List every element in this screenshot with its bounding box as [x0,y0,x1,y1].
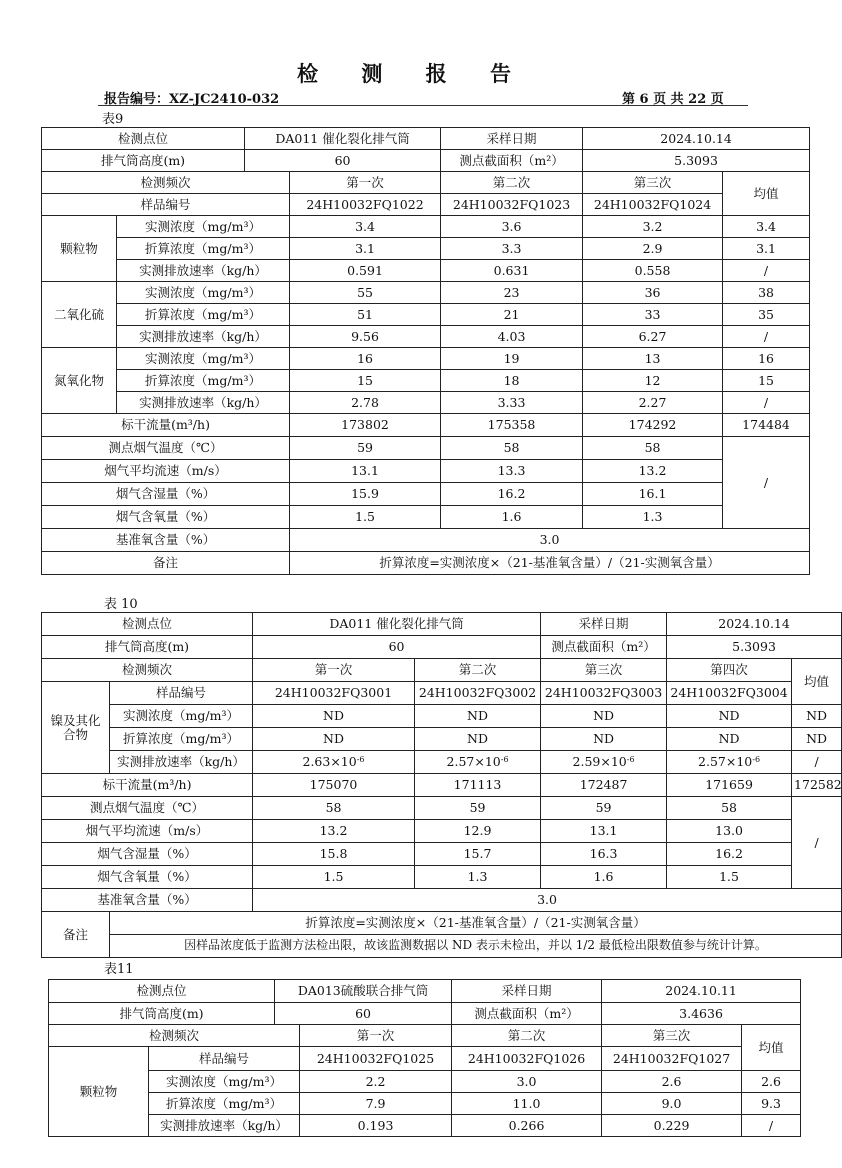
cell: 9.3 [742,1093,801,1115]
table-row [42,912,842,935]
cell: 2024.10.11 [602,980,801,1003]
table-row [42,194,810,216]
cell: 15 [723,370,810,392]
table-row [42,843,842,866]
cell: 11.0 [452,1093,602,1115]
cell: 检测点位 [42,613,253,636]
cell: 51 [290,304,441,326]
cell: 58 [583,437,723,460]
cell: 烟气含氧量（%） [42,866,253,889]
cell: 折算浓度（mg/m³） [117,304,290,326]
table-row [42,506,810,529]
cell: 2.27 [583,392,723,414]
cell [415,751,541,774]
cell: 实测排放速率（kg/h） [149,1115,300,1137]
cell: 排气筒高度(m) [42,150,245,172]
cell: ND [792,705,842,728]
cell: 折算浓度（mg/m³） [117,238,290,260]
cell: 0.266 [452,1115,602,1137]
cell: 175070 [253,774,415,797]
cell: 171113 [415,774,541,797]
cell: 3.0 [253,889,842,912]
cell: 3.4 [723,216,810,238]
cell: 24H10032FQ1024 [583,194,723,216]
cell: 排气筒高度(m) [42,636,253,659]
table-row [42,216,810,238]
cell: 3.1 [723,238,810,260]
cell: DA013硫酸联合排气筒 [275,980,452,1003]
cell: 7.9 [300,1093,452,1115]
cell: 60 [275,1003,452,1025]
cell: 1.5 [667,866,792,889]
cell: 5.3093 [667,636,842,659]
cell: 60 [253,636,541,659]
cell: 58 [667,797,792,820]
cell: 检测频次 [42,659,253,682]
cell: 3.4636 [602,1003,801,1025]
table-row [42,392,810,414]
table-row [42,437,810,460]
cell: 2024.10.14 [583,128,810,150]
cell: 1.3 [415,866,541,889]
cell: 基准氧含量（%） [42,889,253,912]
cell: 第二次 [452,1025,602,1047]
table-row [42,414,810,437]
table9-caption: 表9 [102,112,124,127]
page-indicator: 第 6 页 共 22 页 [622,92,724,107]
cell: 2024.10.14 [667,613,842,636]
cell: 172487 [541,774,667,797]
table-row [42,128,810,150]
cell: DA011 催化裂化排气筒 [245,128,441,150]
cell: 0.558 [583,260,723,282]
cell: 测点截面积（m²） [541,636,667,659]
cell: / [723,392,810,414]
cell: 2.6 [602,1071,742,1093]
rate-exponent: -6 [626,755,635,765]
table-row [42,636,842,659]
cell: 24H10032FQ3002 [415,682,541,705]
cell: 第三次 [541,659,667,682]
cell: 测点截面积（m²） [441,150,583,172]
table-row [42,866,842,889]
cell: 16.3 [541,843,667,866]
cell: 基准氧含量（%） [42,529,290,552]
cell: 6.27 [583,326,723,348]
cell: 标干流量(m³/h) [42,414,290,437]
cell: 实测排放速率（kg/h） [117,260,290,282]
cell: 15.8 [253,843,415,866]
cell: 1.5 [290,506,441,529]
cell: 18 [441,370,583,392]
cell: 备注 [42,912,110,958]
cell: 均值 [723,172,810,216]
cell: 13.3 [441,460,583,483]
cell: 13.1 [541,820,667,843]
rate-value: 2.63×10 [302,754,357,770]
cell: 检测点位 [49,980,275,1003]
report-title: 检 测 报 告 [297,61,529,86]
cell: 烟气含湿量（%） [42,843,253,866]
table-row [42,172,810,194]
table-row [42,889,842,912]
cell: 15.9 [290,483,441,506]
cell: 第一次 [300,1025,452,1047]
cell: 16 [290,348,441,370]
cell: 33 [583,304,723,326]
cell: 氮氧化物 [42,348,117,414]
table11 [48,979,801,1137]
cell: / [742,1115,801,1137]
cell: 13 [583,348,723,370]
table-row [42,659,842,682]
cell: 镍及其化合物 [42,682,110,774]
cell: 颗粒物 [42,216,117,282]
table-row [42,370,810,392]
cell: 样品编号 [42,194,290,216]
table-row [49,1025,801,1047]
cell: 171659 [667,774,792,797]
cell: 样品编号 [149,1047,300,1071]
cell: 24H10032FQ1025 [300,1047,452,1071]
cell: 5.3093 [583,150,810,172]
header-divider [98,105,748,106]
cell: 59 [290,437,441,460]
cell: 15 [290,370,441,392]
table10-caption: 表 10 [104,597,138,612]
cell: ND [541,728,667,751]
cell: 采样日期 [441,128,583,150]
cell: 均值 [742,1025,801,1071]
cell: 9.56 [290,326,441,348]
cell: 13.2 [253,820,415,843]
cell: 测点截面积（m²） [452,1003,602,1025]
table-row [42,348,810,370]
cell: 折算浓度（mg/m³） [149,1093,300,1115]
table-row [42,282,810,304]
table-row [42,483,810,506]
cell: / [723,260,810,282]
cell: 实测浓度（mg/m³） [110,705,253,728]
cell: ND [667,728,792,751]
cell: 24H10032FQ3004 [667,682,792,705]
cell: 3.6 [441,216,583,238]
cell: 60 [245,150,441,172]
cell: 15.7 [415,843,541,866]
rate-exponent: -6 [752,755,761,765]
cell: 0.229 [602,1115,742,1137]
cell: 16.2 [441,483,583,506]
cell: 58 [441,437,583,460]
rate-value: 2.59×10 [572,754,627,770]
cell: 0.193 [300,1115,452,1137]
table-row [42,304,810,326]
cell: 12.9 [415,820,541,843]
table-row [42,705,842,728]
cell: 测点烟气温度（℃） [42,797,253,820]
cell: ND [541,705,667,728]
cell: 折算浓度（mg/m³） [117,370,290,392]
cell: 173802 [290,414,441,437]
cell [541,751,667,774]
cell: DA011 催化裂化排气筒 [253,613,541,636]
cell: 标干流量(m³/h) [42,774,253,797]
cell: 35 [723,304,810,326]
cell: 因样品浓度低于监测方法检出限，故该监测数据以 ND 表示未检出，并以 1/2 最低检出限数值参与统计计算。 [110,935,842,958]
cell: ND [792,728,842,751]
cell: 55 [290,282,441,304]
cell: / [792,797,842,889]
cell: 2.9 [583,238,723,260]
cell: 颗粒物 [49,1047,149,1137]
cell: / [723,326,810,348]
table-row [42,326,810,348]
table-row [42,774,842,797]
cell: 样品编号 [110,682,253,705]
cell: 2.2 [300,1071,452,1093]
cell: 采样日期 [541,613,667,636]
table-row [42,682,842,705]
table-row [42,150,810,172]
report-number: 报告编号：XZ-JC2410-032 [104,92,280,107]
cell: 实测浓度（mg/m³） [149,1071,300,1093]
cell: 13.1 [290,460,441,483]
rate-exponent: -6 [356,755,365,765]
cell: ND [415,705,541,728]
cell: 第一次 [253,659,415,682]
cell: 3.1 [290,238,441,260]
cell: 172582 [792,774,842,797]
cell: ND [415,728,541,751]
cell: 0.631 [441,260,583,282]
cell: 第四次 [667,659,792,682]
cell: 24H10032FQ3003 [541,682,667,705]
cell: 排气筒高度(m) [49,1003,275,1025]
table-row [42,797,842,820]
table-row [42,613,842,636]
cell: 二氧化硫 [42,282,117,348]
cell: 174292 [583,414,723,437]
table-row [42,260,810,282]
cell: 3.4 [290,216,441,238]
cell: 实测排放速率（kg/h） [117,326,290,348]
cell: 第二次 [415,659,541,682]
cell: 第三次 [602,1025,742,1047]
cell: 13.0 [667,820,792,843]
cell: 24H10032FQ3001 [253,682,415,705]
cell: 12 [583,370,723,392]
cell: 24H10032FQ1022 [290,194,441,216]
cell: ND [667,705,792,728]
cell: / [723,437,810,529]
cell: 9.0 [602,1093,742,1115]
cell: 175358 [441,414,583,437]
table-row [49,1047,801,1071]
cell [667,751,792,774]
cell: 1.3 [583,506,723,529]
cell: 第一次 [290,172,441,194]
table-row [42,460,810,483]
rate-value: 2.57×10 [446,754,501,770]
table-row [42,728,842,751]
cell [253,751,415,774]
cell: 13.2 [583,460,723,483]
table-row [42,238,810,260]
cell: 16.2 [667,843,792,866]
table-row [42,935,842,958]
table-row [49,1115,801,1137]
table10 [41,612,842,958]
cell: 检测频次 [42,172,290,194]
table-row [49,1071,801,1093]
cell: 均值 [792,659,842,705]
cell: ND [253,705,415,728]
cell: 3.3 [441,238,583,260]
table-row [42,751,842,774]
cell: 第三次 [583,172,723,194]
cell: 16 [723,348,810,370]
cell: 59 [541,797,667,820]
cell: 24H10032FQ1027 [602,1047,742,1071]
cell: 检测点位 [42,128,245,150]
cell: 1.5 [253,866,415,889]
cell: 24H10032FQ1026 [452,1047,602,1071]
cell: 1.6 [441,506,583,529]
cell: 实测排放速率（kg/h） [117,392,290,414]
cell: / [792,751,842,774]
cell: 烟气含湿量（%） [42,483,290,506]
cell: 59 [415,797,541,820]
cell: 174484 [723,414,810,437]
table-row [42,820,842,843]
cell: 38 [723,282,810,304]
cell: 4.03 [441,326,583,348]
cell: 19 [441,348,583,370]
cell: 23 [441,282,583,304]
cell: 实测浓度（mg/m³） [117,348,290,370]
cell: 0.591 [290,260,441,282]
cell: 58 [253,797,415,820]
cell: 3.33 [441,392,583,414]
rate-value: 2.57×10 [698,754,753,770]
cell: 烟气平均流速（m/s） [42,820,253,843]
cell: 21 [441,304,583,326]
cell: 实测浓度（mg/m³） [117,216,290,238]
cell: 实测排放速率（kg/h） [110,751,253,774]
table-row [42,529,810,552]
cell: 36 [583,282,723,304]
cell: 2.6 [742,1071,801,1093]
cell: 测点烟气温度（℃） [42,437,290,460]
cell: 3.0 [452,1071,602,1093]
cell: 1.6 [541,866,667,889]
cell: 折算浓度=实测浓度×（21-基准氧含量）/（21-实测氧含量） [110,912,842,935]
cell: 烟气平均流速（m/s） [42,460,290,483]
table9 [41,127,810,575]
cell: 16.1 [583,483,723,506]
cell: 折算浓度（mg/m³） [110,728,253,751]
table-row [42,552,810,575]
cell: 3.2 [583,216,723,238]
table-row [49,980,801,1003]
table-row [49,1003,801,1025]
cell: 2.78 [290,392,441,414]
table-row [49,1093,801,1115]
cell: 24H10032FQ1023 [441,194,583,216]
cell: 检测频次 [49,1025,300,1047]
cell: 烟气含氧量（%） [42,506,290,529]
table11-caption: 表11 [104,962,134,977]
cell: ND [253,728,415,751]
rate-exponent: -6 [500,755,509,765]
cell: 折算浓度=实测浓度×（21-基准氧含量）/（21-实测氧含量） [290,552,810,575]
cell: 采样日期 [452,980,602,1003]
cell: 实测浓度（mg/m³） [117,282,290,304]
cell: 第二次 [441,172,583,194]
cell: 3.0 [290,529,810,552]
cell: 备注 [42,552,290,575]
